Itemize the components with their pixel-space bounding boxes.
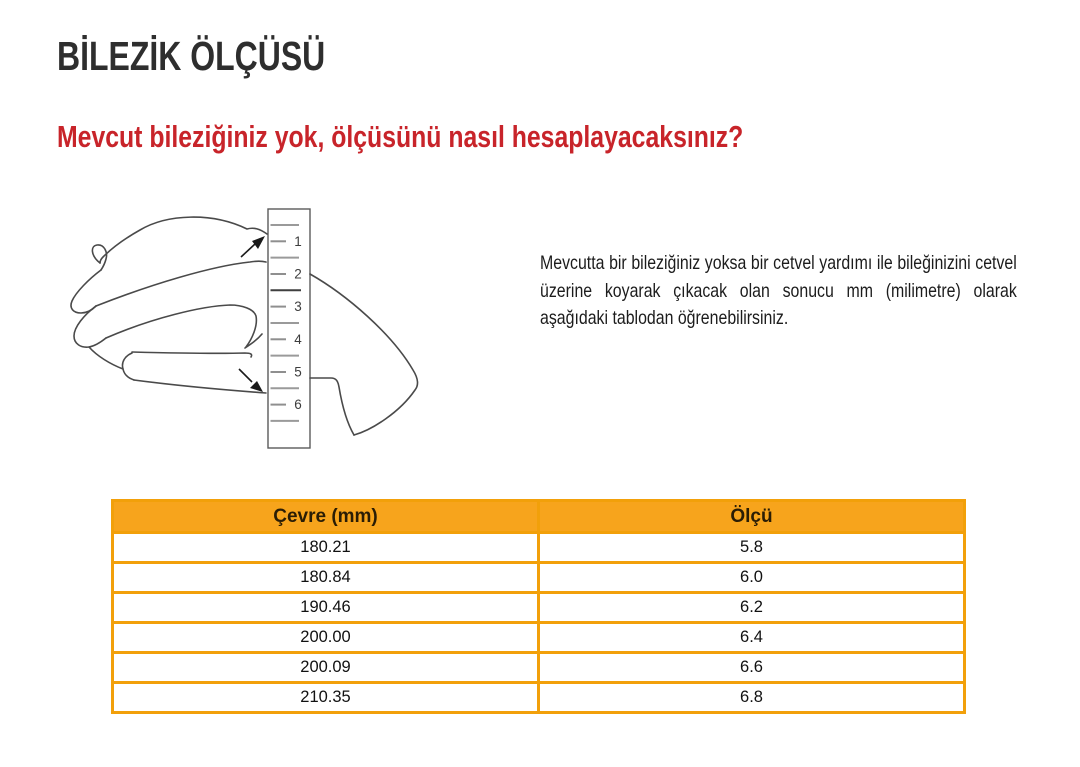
ruler-number: 6: [294, 397, 302, 412]
table-row: [113, 653, 965, 683]
table-cell: 210.35: [113, 683, 539, 713]
size-table-body: [113, 533, 965, 713]
column-header-olcu: Ölçü: [539, 501, 965, 533]
table-cell: 6.6: [539, 653, 965, 683]
table-row: [113, 623, 965, 653]
subtitle-question: Mevcut bileziğiniz yok, ölçüsünü nasıl hesaplayacaksınız?: [57, 119, 744, 154]
table-cell: 180.21: [113, 533, 539, 563]
table-cell: 5.8: [539, 533, 965, 563]
page-title: BİLEZİK ÖLÇÜSÜ: [57, 33, 326, 79]
column-header-cevre: Çevre (mm): [113, 501, 539, 533]
table-cell: 6.0: [539, 563, 965, 593]
ruler-number: 1: [294, 234, 302, 249]
table-cell: 200.09: [113, 653, 539, 683]
table-header-row: [113, 501, 965, 533]
table-cell: 6.4: [539, 623, 965, 653]
table-cell: 6.2: [539, 593, 965, 623]
ruler-number: 5: [294, 364, 302, 380]
ruler-number: 2: [294, 266, 302, 282]
table-row: [113, 563, 965, 593]
wrist-bottom-arrow-icon: [239, 369, 263, 392]
size-table: [111, 499, 966, 714]
ruler-number: 3: [294, 299, 302, 314]
wrist-top-arrow-icon: [241, 236, 265, 257]
table-cell: 180.84: [113, 563, 539, 593]
table-row: [113, 533, 965, 563]
size-table-head: [113, 501, 965, 533]
table-cell: 6.8: [539, 683, 965, 713]
table-row: [113, 683, 965, 713]
ruler-number: 4: [294, 332, 302, 347]
instruction-paragraph: Mevcutta bir bileziğiniz yoksa bir cetvel yardımı ile bileğinizini cetvel üzerine koyarak çıkacak olan sonucu mm (milimetre) olarak aşağıdaki tablodan öğrenebilirsiniz.: [540, 252, 1017, 329]
hand-sketch: [71, 217, 417, 435]
table-cell: 200.00: [113, 623, 539, 653]
table-cell: 190.46: [113, 593, 539, 623]
ruler: [268, 209, 310, 448]
table-row: [113, 593, 965, 623]
hand-ruler-illustration: [62, 192, 462, 462]
